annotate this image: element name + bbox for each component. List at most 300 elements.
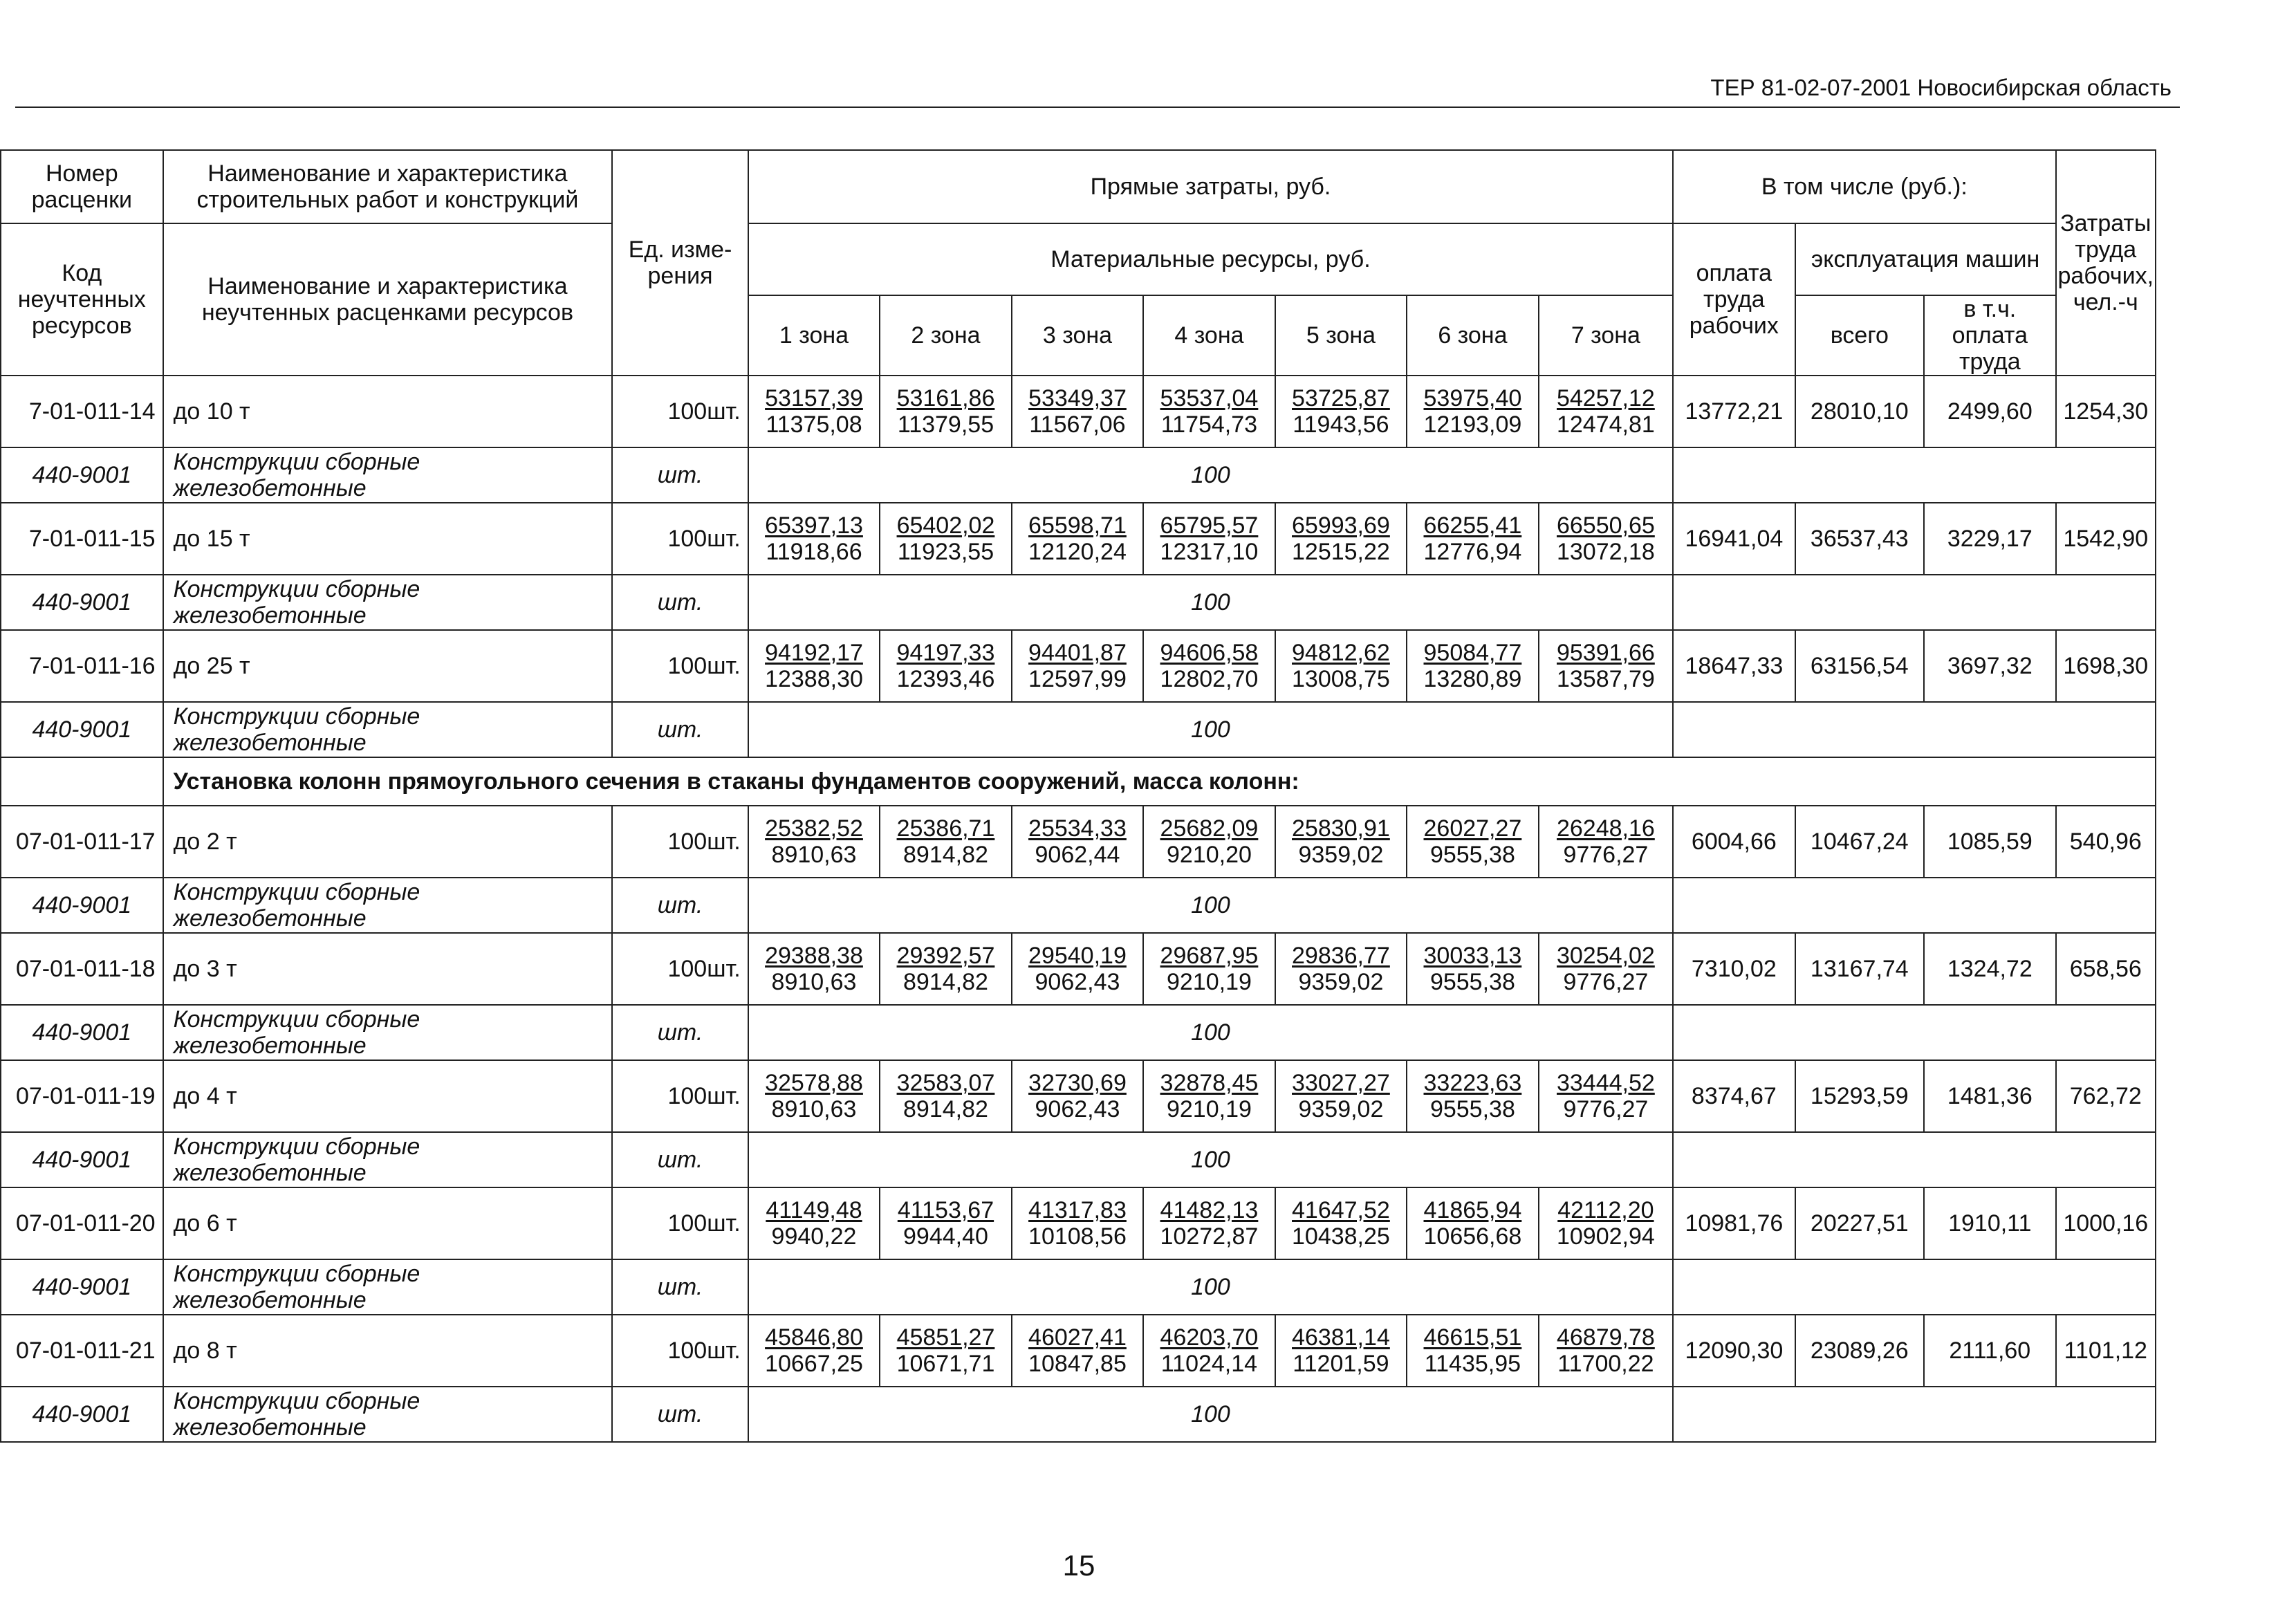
resource-empty bbox=[1673, 1259, 2156, 1315]
material-cost: 10656,68 bbox=[1423, 1223, 1522, 1250]
zone-price-cell bbox=[880, 806, 1011, 878]
material-cost: 8914,82 bbox=[903, 969, 988, 995]
col-machines-labor: в т.ч. оплата труда bbox=[1924, 295, 2056, 376]
labor-pay-value: 7310,02 bbox=[1673, 933, 1795, 1005]
zone-price-cell bbox=[880, 376, 1011, 447]
direct-cost: 29687,95 bbox=[1160, 943, 1259, 969]
resource-code: 440-9001 bbox=[1, 702, 163, 757]
zone-price-cell bbox=[1407, 806, 1538, 878]
direct-cost: 45846,80 bbox=[765, 1324, 863, 1351]
resource-qty: 100 bbox=[748, 575, 1673, 630]
material-cost: 8910,63 bbox=[771, 842, 857, 868]
direct-cost: 53725,87 bbox=[1292, 385, 1390, 411]
zone-price-cell bbox=[1143, 503, 1275, 575]
resource-name: Конструкции сборные железобетонные bbox=[163, 1387, 613, 1442]
resource-row bbox=[1, 878, 2156, 933]
zone-price-cell bbox=[1539, 806, 1673, 878]
material-cost: 12388,30 bbox=[765, 666, 863, 692]
price-pair bbox=[1557, 943, 1655, 995]
resource-qty: 100 bbox=[748, 1132, 1673, 1187]
rate-row bbox=[1, 933, 2156, 1005]
direct-cost: 53349,37 bbox=[1028, 385, 1127, 411]
zone-price-cell bbox=[1143, 376, 1275, 447]
section-left-empty bbox=[1, 757, 163, 806]
page-number: 15 bbox=[1062, 1549, 1095, 1582]
resource-code: 440-9001 bbox=[1, 1259, 163, 1315]
resource-empty bbox=[1673, 878, 2156, 933]
zone-price-cell bbox=[1275, 1187, 1407, 1259]
material-cost: 11024,14 bbox=[1160, 1351, 1258, 1377]
price-pair bbox=[1028, 640, 1127, 692]
col-direct-costs: Прямые затраты, руб. bbox=[748, 150, 1673, 223]
direct-cost: 25382,52 bbox=[765, 815, 863, 842]
direct-cost: 94606,58 bbox=[1160, 640, 1259, 666]
direct-cost: 46879,78 bbox=[1556, 1324, 1655, 1351]
zone-price-cell bbox=[1275, 806, 1407, 878]
direct-cost: 25830,91 bbox=[1292, 815, 1390, 842]
material-cost: 11201,59 bbox=[1293, 1351, 1389, 1377]
zone-price-cell bbox=[748, 1187, 880, 1259]
price-pair bbox=[1424, 512, 1522, 565]
resource-code: 440-9001 bbox=[1, 1005, 163, 1060]
labor-hours-value: 1698,30 bbox=[2056, 630, 2156, 702]
labor-hours-value: 658,56 bbox=[2056, 933, 2156, 1005]
resource-code: 440-9001 bbox=[1, 878, 163, 933]
price-pair bbox=[1160, 385, 1259, 438]
zone-price-cell bbox=[1539, 1060, 1673, 1132]
direct-cost: 54257,12 bbox=[1556, 385, 1655, 411]
material-cost: 12597,99 bbox=[1028, 666, 1127, 692]
direct-cost: 30254,02 bbox=[1556, 943, 1655, 969]
zone-price-cell bbox=[880, 503, 1011, 575]
labor-pay-value: 16941,04 bbox=[1673, 503, 1795, 575]
zone-price-cell bbox=[1539, 376, 1673, 447]
section-title: Установка колонн прямоугольного сечения в стаканы фундаментов сооружений, масса колонн: bbox=[163, 757, 2156, 806]
resource-empty bbox=[1673, 1005, 2156, 1060]
resource-row bbox=[1, 575, 2156, 630]
col-resource-code: Код неучтенных ресурсов bbox=[1, 223, 163, 376]
col-zone-3: 3 зона bbox=[1012, 295, 1143, 376]
labor-pay-value: 8374,67 bbox=[1673, 1060, 1795, 1132]
zone-price-cell bbox=[880, 1315, 1011, 1387]
price-pair bbox=[1028, 1070, 1127, 1122]
price-table bbox=[0, 149, 2156, 1443]
col-zone-1: 1 зона bbox=[748, 295, 880, 376]
zone-price-cell bbox=[1275, 630, 1407, 702]
resource-name: Конструкции сборные железобетонные bbox=[163, 575, 613, 630]
price-pair bbox=[1160, 512, 1259, 565]
price-pair bbox=[1424, 640, 1522, 692]
resource-name: Конструкции сборные железобетонные bbox=[163, 1132, 613, 1187]
price-pair bbox=[1160, 640, 1259, 692]
zone-price-cell bbox=[1012, 503, 1143, 575]
direct-cost: 53975,40 bbox=[1423, 385, 1522, 411]
document-header: ТЕР 81-02-07-2001 Новосибирская область bbox=[1710, 75, 2172, 100]
machines-total-value: 20227,51 bbox=[1795, 1187, 1924, 1259]
material-cost: 11375,08 bbox=[766, 411, 862, 438]
material-cost: 10438,25 bbox=[1292, 1223, 1390, 1250]
col-machine-operation: эксплуатация машин bbox=[1795, 223, 2056, 295]
work-name: до 6 т bbox=[163, 1187, 613, 1259]
direct-cost: 46615,51 bbox=[1423, 1324, 1522, 1351]
zone-price-cell bbox=[880, 1060, 1011, 1132]
unit: 100шт. bbox=[612, 1060, 748, 1132]
labor-pay-value: 12090,30 bbox=[1673, 1315, 1795, 1387]
material-cost: 12802,70 bbox=[1160, 666, 1259, 692]
machines-total-value: 28010,10 bbox=[1795, 376, 1924, 447]
material-cost: 9210,19 bbox=[1166, 969, 1252, 995]
material-cost: 8914,82 bbox=[903, 1096, 988, 1122]
rate-row bbox=[1, 376, 2156, 447]
zone-price-cell bbox=[1275, 503, 1407, 575]
zone-price-cell bbox=[1143, 1060, 1275, 1132]
price-pair bbox=[897, 815, 995, 868]
machines-total-value: 63156,54 bbox=[1795, 630, 1924, 702]
col-labor-pay: оплата труда рабочих bbox=[1673, 223, 1795, 376]
rate-code: 07-01-011-17 bbox=[1, 806, 163, 878]
resource-unit: шт. bbox=[612, 575, 748, 630]
direct-cost: 26248,16 bbox=[1556, 815, 1655, 842]
material-cost: 11754,73 bbox=[1160, 411, 1258, 438]
material-cost: 9210,19 bbox=[1166, 1096, 1252, 1122]
price-pair bbox=[765, 943, 863, 995]
zone-price-cell bbox=[1407, 1187, 1538, 1259]
zone-price-cell bbox=[1275, 1315, 1407, 1387]
material-cost: 9944,40 bbox=[903, 1223, 988, 1250]
direct-cost: 94192,17 bbox=[765, 640, 863, 666]
material-cost: 9359,02 bbox=[1298, 842, 1384, 868]
price-pair bbox=[897, 1070, 995, 1122]
col-machines-total: всего bbox=[1795, 295, 1924, 376]
direct-cost: 33223,63 bbox=[1423, 1070, 1522, 1096]
unit: 100шт. bbox=[612, 630, 748, 702]
zone-price-cell bbox=[1012, 630, 1143, 702]
direct-cost: 32730,69 bbox=[1028, 1070, 1127, 1096]
machines-labor-value: 1324,72 bbox=[1924, 933, 2056, 1005]
direct-cost: 41482,13 bbox=[1160, 1197, 1259, 1223]
resource-name: Конструкции сборные железобетонные bbox=[163, 1259, 613, 1315]
zone-price-cell bbox=[1275, 933, 1407, 1005]
material-cost: 11923,55 bbox=[897, 539, 994, 565]
machines-total-value: 23089,26 bbox=[1795, 1315, 1924, 1387]
resource-empty bbox=[1673, 702, 2156, 757]
direct-cost: 25534,33 bbox=[1028, 815, 1127, 842]
price-pair bbox=[1292, 1324, 1390, 1377]
price-pair bbox=[897, 385, 995, 438]
material-cost: 9359,02 bbox=[1298, 1096, 1384, 1122]
rate-row bbox=[1, 1315, 2156, 1387]
col-including: В том числе (руб.): bbox=[1673, 150, 2055, 223]
machines-total-value: 13167,74 bbox=[1795, 933, 1924, 1005]
zone-price-cell bbox=[1012, 1315, 1143, 1387]
direct-cost: 65598,71 bbox=[1028, 512, 1127, 539]
direct-cost: 46381,14 bbox=[1292, 1324, 1390, 1351]
direct-cost: 94401,87 bbox=[1028, 640, 1127, 666]
zone-price-cell bbox=[1275, 1060, 1407, 1132]
material-cost: 11918,66 bbox=[766, 539, 862, 565]
price-pair bbox=[897, 1324, 995, 1377]
material-cost: 9210,20 bbox=[1166, 842, 1252, 868]
zone-price-cell bbox=[748, 503, 880, 575]
material-cost: 10272,87 bbox=[1160, 1223, 1259, 1250]
price-pair bbox=[1424, 1197, 1522, 1250]
zone-price-cell bbox=[1407, 503, 1538, 575]
material-cost: 11567,06 bbox=[1029, 411, 1126, 438]
price-pair bbox=[1160, 815, 1259, 868]
price-pair bbox=[1028, 512, 1127, 565]
machines-labor-value: 3697,32 bbox=[1924, 630, 2056, 702]
zone-price-cell bbox=[748, 1315, 880, 1387]
resource-empty bbox=[1673, 575, 2156, 630]
zone-price-cell bbox=[1407, 933, 1538, 1005]
machines-labor-value: 3229,17 bbox=[1924, 503, 2056, 575]
resource-qty: 100 bbox=[748, 878, 1673, 933]
direct-cost: 42112,20 bbox=[1557, 1197, 1654, 1223]
direct-cost: 32578,88 bbox=[765, 1070, 863, 1096]
price-pair bbox=[898, 1197, 994, 1250]
rate-row bbox=[1, 806, 2156, 878]
resource-empty bbox=[1673, 447, 2156, 503]
resource-code: 440-9001 bbox=[1, 1132, 163, 1187]
material-cost: 12515,22 bbox=[1292, 539, 1390, 565]
price-pair bbox=[1424, 1324, 1522, 1377]
col-work-name: Наименование и характеристика строительных работ и конструкций bbox=[163, 150, 613, 223]
direct-cost: 25386,71 bbox=[896, 815, 995, 842]
price-pair bbox=[1557, 385, 1655, 438]
direct-cost: 53161,86 bbox=[896, 385, 995, 411]
price-pair bbox=[1028, 1197, 1127, 1250]
zone-price-cell bbox=[1407, 1060, 1538, 1132]
direct-cost: 25682,09 bbox=[1160, 815, 1259, 842]
resource-row bbox=[1, 702, 2156, 757]
resource-row bbox=[1, 1387, 2156, 1442]
resource-unit: шт. bbox=[612, 878, 748, 933]
material-cost: 12393,46 bbox=[896, 666, 995, 692]
material-cost: 11943,56 bbox=[1293, 411, 1389, 438]
rate-row bbox=[1, 630, 2156, 702]
price-pair bbox=[765, 815, 863, 868]
material-cost: 9555,38 bbox=[1429, 969, 1515, 995]
price-pair bbox=[1292, 1070, 1390, 1122]
material-cost: 10667,25 bbox=[765, 1351, 863, 1377]
zone-price-cell bbox=[880, 933, 1011, 1005]
machines-total-value: 15293,59 bbox=[1795, 1060, 1924, 1132]
material-cost: 11700,22 bbox=[1557, 1351, 1654, 1377]
zone-price-cell bbox=[880, 630, 1011, 702]
work-name: до 2 т bbox=[163, 806, 613, 878]
price-pair bbox=[1424, 815, 1522, 868]
direct-cost: 53537,04 bbox=[1160, 385, 1259, 411]
zone-price-cell bbox=[1012, 933, 1143, 1005]
direct-cost: 94197,33 bbox=[896, 640, 995, 666]
resource-unit: шт. bbox=[612, 1132, 748, 1187]
material-cost: 12120,24 bbox=[1028, 539, 1127, 565]
zone-price-cell bbox=[748, 1060, 880, 1132]
price-pair bbox=[765, 385, 863, 438]
price-pair bbox=[765, 1324, 863, 1377]
rate-code: 7-01-011-14 bbox=[1, 376, 163, 447]
direct-cost: 33027,27 bbox=[1292, 1070, 1390, 1096]
zone-price-cell bbox=[1275, 376, 1407, 447]
zone-price-cell bbox=[1407, 376, 1538, 447]
material-cost: 12317,10 bbox=[1160, 539, 1259, 565]
rate-code: 07-01-011-19 bbox=[1, 1060, 163, 1132]
work-name: до 15 т bbox=[163, 503, 613, 575]
direct-cost: 65397,13 bbox=[765, 512, 863, 539]
rate-code: 07-01-011-21 bbox=[1, 1315, 163, 1387]
zone-price-cell bbox=[1539, 1315, 1673, 1387]
resource-name: Конструкции сборные железобетонные bbox=[163, 447, 613, 503]
material-cost: 10847,85 bbox=[1028, 1351, 1127, 1377]
resource-qty: 100 bbox=[748, 1387, 1673, 1442]
price-pair bbox=[1028, 815, 1127, 868]
zone-price-cell bbox=[748, 630, 880, 702]
price-pair bbox=[1292, 385, 1390, 438]
resource-name: Конструкции сборные железобетонные bbox=[163, 702, 613, 757]
labor-hours-value: 1542,90 bbox=[2056, 503, 2156, 575]
material-cost: 13587,79 bbox=[1556, 666, 1655, 692]
direct-cost: 66255,41 bbox=[1423, 512, 1522, 539]
labor-pay-value: 13772,21 bbox=[1673, 376, 1795, 447]
material-cost: 9555,38 bbox=[1429, 1096, 1515, 1122]
price-pair bbox=[1557, 1070, 1655, 1122]
zone-price-cell bbox=[1143, 1187, 1275, 1259]
material-cost: 12193,09 bbox=[1423, 411, 1522, 438]
resource-row bbox=[1, 447, 2156, 503]
col-labor-costs: Затраты труда рабочих, чел.-ч bbox=[2056, 150, 2156, 376]
resource-row bbox=[1, 1132, 2156, 1187]
unit: 100шт. bbox=[612, 1315, 748, 1387]
rate-row bbox=[1, 503, 2156, 575]
zone-price-cell bbox=[748, 806, 880, 878]
resource-qty: 100 bbox=[748, 1259, 1673, 1315]
col-zone-7: 7 зона bbox=[1539, 295, 1673, 376]
col-zone-5: 5 зона bbox=[1275, 295, 1407, 376]
direct-cost: 41149,48 bbox=[766, 1197, 862, 1223]
resource-row bbox=[1, 1259, 2156, 1315]
unit: 100шт. bbox=[612, 503, 748, 575]
unit: 100шт. bbox=[612, 806, 748, 878]
zone-price-cell bbox=[1143, 806, 1275, 878]
col-unit: Ед. изме- рения bbox=[612, 150, 748, 376]
direct-cost: 65795,57 bbox=[1160, 512, 1259, 539]
direct-cost: 41317,83 bbox=[1028, 1197, 1127, 1223]
price-pair bbox=[1292, 512, 1390, 565]
resource-qty: 100 bbox=[748, 1005, 1673, 1060]
material-cost: 9062,44 bbox=[1035, 842, 1120, 868]
zone-price-cell bbox=[1143, 630, 1275, 702]
resource-name: Конструкции сборные железобетонные bbox=[163, 1005, 613, 1060]
price-pair bbox=[765, 1070, 863, 1122]
direct-cost: 29388,38 bbox=[765, 943, 863, 969]
unit: 100шт. bbox=[612, 933, 748, 1005]
work-name: до 3 т bbox=[163, 933, 613, 1005]
work-name: до 4 т bbox=[163, 1060, 613, 1132]
material-cost: 8910,63 bbox=[771, 1096, 857, 1122]
price-pair bbox=[897, 512, 995, 565]
price-pair bbox=[1424, 943, 1522, 995]
rate-code: 07-01-011-20 bbox=[1, 1187, 163, 1259]
resource-unit: шт. bbox=[612, 1259, 748, 1315]
resource-code: 440-9001 bbox=[1, 1387, 163, 1442]
direct-cost: 26027,27 bbox=[1423, 815, 1522, 842]
material-cost: 9062,43 bbox=[1035, 969, 1120, 995]
rate-code: 7-01-011-15 bbox=[1, 503, 163, 575]
labor-hours-value: 540,96 bbox=[2056, 806, 2156, 878]
work-name: до 25 т bbox=[163, 630, 613, 702]
material-cost: 13072,18 bbox=[1556, 539, 1655, 565]
zone-price-cell bbox=[1012, 376, 1143, 447]
direct-cost: 33444,52 bbox=[1556, 1070, 1655, 1096]
direct-cost: 53157,39 bbox=[765, 385, 863, 411]
unit: 100шт. bbox=[612, 376, 748, 447]
price-pair bbox=[1292, 1197, 1390, 1250]
price-pair bbox=[1557, 512, 1655, 565]
price-pair bbox=[1028, 385, 1127, 438]
direct-cost: 95391,66 bbox=[1556, 640, 1655, 666]
material-cost: 8914,82 bbox=[903, 842, 988, 868]
price-pair bbox=[1160, 1324, 1259, 1377]
labor-hours-value: 1000,16 bbox=[2056, 1187, 2156, 1259]
material-cost: 9359,02 bbox=[1298, 969, 1384, 995]
zone-price-cell bbox=[1012, 1060, 1143, 1132]
resource-qty: 100 bbox=[748, 702, 1673, 757]
direct-cost: 41647,52 bbox=[1292, 1197, 1390, 1223]
material-cost: 13280,89 bbox=[1423, 666, 1522, 692]
direct-cost: 41865,94 bbox=[1423, 1197, 1522, 1223]
material-cost: 11379,55 bbox=[897, 411, 994, 438]
direct-cost: 94812,62 bbox=[1292, 640, 1390, 666]
price-pair bbox=[1028, 1324, 1127, 1377]
price-pair bbox=[1292, 640, 1390, 692]
direct-cost: 46027,41 bbox=[1028, 1324, 1127, 1351]
zone-price-cell bbox=[1143, 1315, 1275, 1387]
col-zone-4: 4 зона bbox=[1143, 295, 1275, 376]
zone-price-cell bbox=[1407, 630, 1538, 702]
machines-labor-value: 1481,36 bbox=[1924, 1060, 2056, 1132]
zone-price-cell bbox=[1539, 1187, 1673, 1259]
price-pair bbox=[1028, 943, 1127, 995]
direct-cost: 95084,77 bbox=[1423, 640, 1522, 666]
price-pair bbox=[1557, 1324, 1655, 1377]
rate-code: 07-01-011-18 bbox=[1, 933, 163, 1005]
col-material-resources: Материальные ресурсы, руб. bbox=[748, 223, 1673, 295]
material-cost: 9940,22 bbox=[771, 1223, 857, 1250]
labor-pay-value: 18647,33 bbox=[1673, 630, 1795, 702]
machines-labor-value: 2111,60 bbox=[1924, 1315, 2056, 1387]
material-cost: 13008,75 bbox=[1292, 666, 1390, 692]
material-cost: 9555,38 bbox=[1429, 842, 1515, 868]
direct-cost: 30033,13 bbox=[1423, 943, 1522, 969]
unit: 100шт. bbox=[612, 1187, 748, 1259]
zone-price-cell bbox=[748, 933, 880, 1005]
direct-cost: 32583,07 bbox=[896, 1070, 995, 1096]
price-pair bbox=[897, 640, 995, 692]
resource-name: Конструкции сборные железобетонные bbox=[163, 878, 613, 933]
rate-code: 7-01-011-16 bbox=[1, 630, 163, 702]
rate-row bbox=[1, 1060, 2156, 1132]
work-name: до 10 т bbox=[163, 376, 613, 447]
material-cost: 9062,43 bbox=[1035, 1096, 1120, 1122]
material-cost: 8910,63 bbox=[771, 969, 857, 995]
machines-total-value: 10467,24 bbox=[1795, 806, 1924, 878]
rate-row bbox=[1, 1187, 2156, 1259]
machines-total-value: 36537,43 bbox=[1795, 503, 1924, 575]
direct-cost: 65402,02 bbox=[896, 512, 995, 539]
header-rule bbox=[15, 107, 2180, 108]
material-cost: 12776,94 bbox=[1423, 539, 1522, 565]
resource-row bbox=[1, 1005, 2156, 1060]
